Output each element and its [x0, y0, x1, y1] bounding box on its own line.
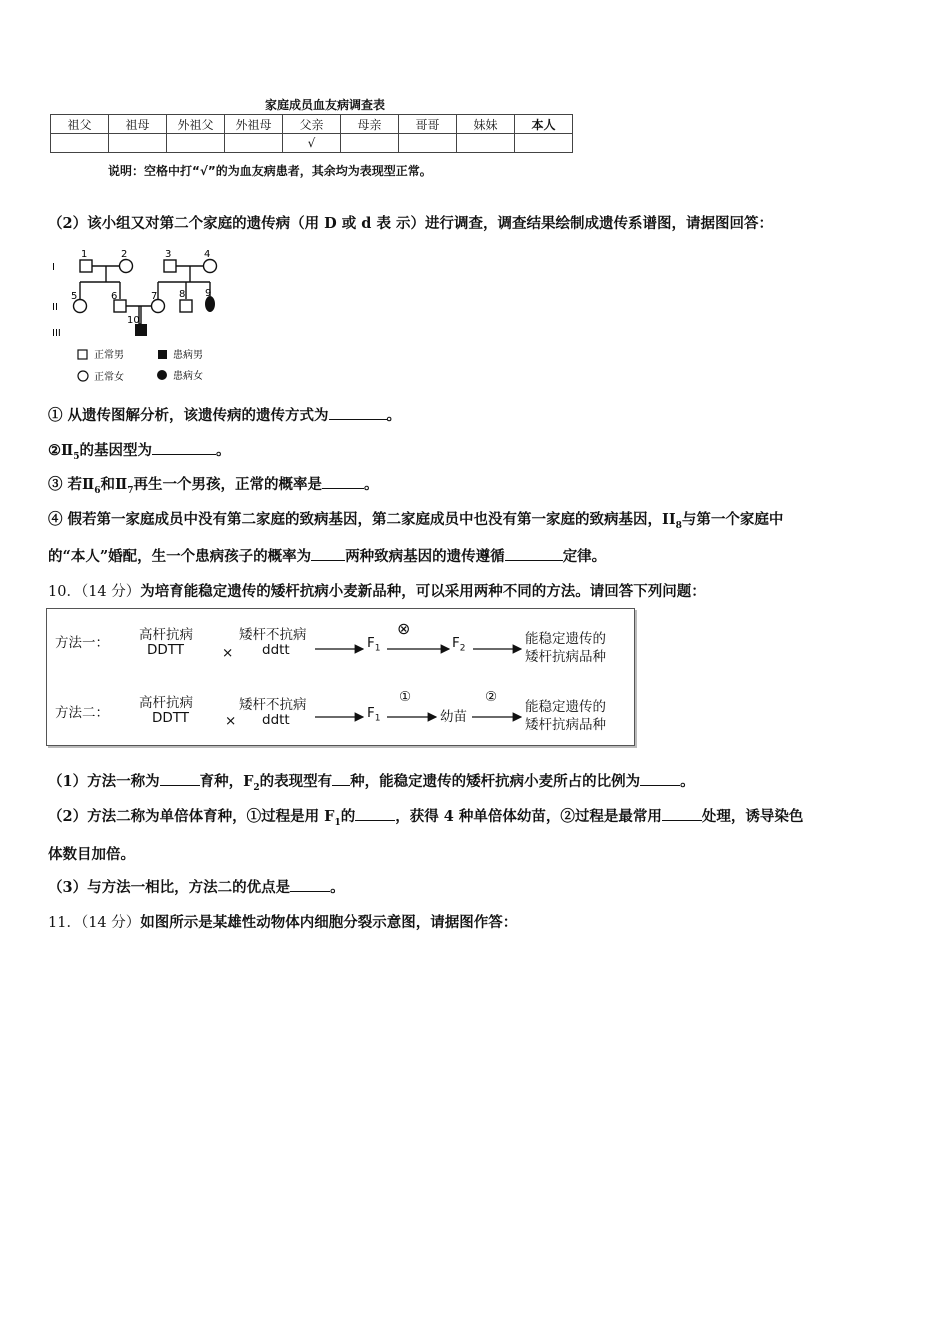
survey-mark-cell: [167, 134, 225, 153]
q10-sub3: （3）与方法一相比，方法二的优点是 。: [48, 879, 345, 896]
q9-sub4: ④ 假若第一家庭成员中没有第二家庭的致病基因，第二家庭成员中也没有第一家庭的致病基因，$II_8$与第一个家庭中: [48, 511, 784, 531]
survey-header-cell: 哥哥: [399, 115, 457, 134]
parent2-genotype: ddtt: [262, 642, 290, 658]
individual-number: 10: [127, 315, 140, 326]
survey-mark-cell: [109, 134, 167, 153]
breeding-methods-diagram: [46, 608, 635, 746]
survey-mark-cell: [399, 134, 457, 153]
q9-sub3: ③ 若$Ⅱ_6$和$Ⅱ_7$再生一个男孩，正常的概率是 。: [48, 476, 379, 496]
survey-header-cell: 祖父: [51, 115, 109, 134]
parent1-genotype: DDTT: [152, 710, 190, 726]
survey-header-cell: 外祖母: [225, 115, 283, 134]
individual-8: [180, 300, 192, 312]
individual-number: 6: [111, 291, 118, 302]
q9-sub2: $②Ⅱ_5$的基因型为 。: [48, 442, 231, 462]
answer-blank[interactable]: [152, 440, 216, 455]
seedling-label: 幼苗: [440, 709, 467, 725]
cross-symbol: ×: [225, 713, 237, 729]
individual-number: 7: [151, 291, 158, 302]
generation-label: III: [52, 328, 61, 339]
parent1-name: 高杆抗病: [139, 627, 193, 643]
f1-label: $F_1$: [367, 635, 381, 654]
legend-normal-female-icon: [78, 371, 88, 381]
diagram-arrows: [47, 609, 634, 745]
answer-blank[interactable]: [290, 877, 330, 892]
result-line2: 矮杆抗病品种: [525, 717, 606, 733]
selfing-symbol: ⊗: [397, 619, 411, 638]
survey-header-cell: 祖母: [109, 115, 167, 134]
step1-label: ①: [399, 689, 412, 705]
parent2-genotype: ddtt: [262, 712, 290, 728]
survey-mark-cell: [51, 134, 109, 153]
individual-number: 3: [165, 249, 172, 260]
answer-blank[interactable]: [332, 771, 350, 786]
survey-mark-cell: [457, 134, 515, 153]
survey-mark-cell: [515, 134, 573, 153]
legend-normal-male-icon: [78, 350, 87, 359]
survey-mark-cell: [225, 134, 283, 153]
q9-sub4-cont: 的“本人”婚配，生一个患病孩子的概率为 两种致病基因的遗传遵循 定律。: [48, 548, 607, 565]
pedigree-chart: [48, 244, 238, 394]
answer-blank[interactable]: [640, 771, 680, 786]
legend-normal-male: 正常男: [94, 350, 124, 361]
individual-number: 1: [81, 249, 88, 260]
answer-blank[interactable]: [322, 474, 364, 489]
parent1-name: 高杆抗病: [139, 695, 193, 711]
parent1-genotype: DDTT: [147, 642, 185, 658]
legend-affected-female-icon: [157, 370, 167, 380]
answer-blank[interactable]: [329, 405, 387, 420]
survey-table: [50, 114, 573, 153]
q11-stem: 11．（14 分）如图所示是某雄性动物体内细胞分裂示意图，请据图作答：: [48, 914, 518, 931]
generation-label: II: [52, 302, 58, 313]
parent2-name: 矮杆不抗病: [239, 697, 307, 713]
individual-number: 9: [205, 288, 212, 299]
individual-3: [164, 260, 176, 272]
individual-number: 4: [204, 249, 211, 260]
individual-number: 5: [71, 291, 78, 302]
legend-affected-male-icon: [158, 350, 167, 359]
answer-blank[interactable]: [355, 806, 395, 821]
survey-title: 家庭成员血友病调查表: [265, 98, 386, 112]
answer-blank[interactable]: [160, 771, 200, 786]
method1-label: 方法一：: [55, 635, 109, 651]
f2-label: $F_2$: [452, 635, 466, 654]
result-line2: 矮杆抗病品种: [525, 649, 606, 665]
q10-sub2-cont: 体数目加倍。: [48, 846, 135, 863]
result-line1: 能稳定遗传的: [525, 631, 606, 647]
survey-mark-cell: √: [283, 134, 341, 153]
answer-blank[interactable]: [662, 806, 702, 821]
q9-2-intro: （2）该小组又对第二个家庭的遗传病（用 D 或 d 表 示）进行调查，调查结果绘制成遗传系谱图，请据图回答：: [48, 215, 774, 232]
answer-blank[interactable]: [311, 546, 345, 561]
q10-stem: 10．（14 分）为培育能稳定遗传的矮杆抗病小麦新品种，可以采用两种不同的方法。请回答下列问题：: [48, 583, 706, 600]
individual-2: [120, 260, 133, 273]
survey-header-cell: 本人: [515, 115, 573, 134]
q10-sub2: （2）方法二称为单倍体育种，①过程是用 $F_1$的 ，获得 4 种单倍体幼苗，②过程是最常用 处理，诱导染色: [48, 808, 804, 828]
cross-symbol: ×: [222, 645, 234, 661]
parent2-name: 矮杆不抗病: [239, 627, 307, 643]
survey-mark-cell: [341, 134, 399, 153]
f1-label: $F_1$: [367, 705, 381, 724]
method2-label: 方法二：: [55, 705, 109, 721]
legend-normal-female: 正常女: [94, 372, 124, 383]
survey-header-cell: 外祖父: [167, 115, 225, 134]
individual-number: 8: [179, 289, 186, 300]
legend-affected-female: 患病女: [173, 371, 203, 382]
q9-sub1: ① 从遗传图解分析，该遗传病的遗传方式为 。: [48, 407, 402, 424]
result-line1: 能稳定遗传的: [525, 699, 606, 715]
survey-header-cell: 妹妹: [457, 115, 515, 134]
individual-1: [80, 260, 92, 272]
generation-label: I: [52, 262, 55, 273]
survey-header-cell: 母亲: [341, 115, 399, 134]
answer-blank[interactable]: [505, 546, 563, 561]
step2-label: ②: [485, 689, 498, 705]
individual-4: [204, 260, 217, 273]
q10-sub1: （1）方法一称为 育种，$F_2$的表现型有 种，能稳定遗传的矮杆抗病小麦所占的比例为 。: [48, 773, 695, 793]
survey-header-cell: 父亲: [283, 115, 341, 134]
legend-affected-male: 患病男: [173, 350, 203, 361]
individual-number: 2: [121, 249, 128, 260]
survey-note: 说明：空格中打“√”的为血友病患者，其余均为表现型正常。: [108, 164, 432, 178]
